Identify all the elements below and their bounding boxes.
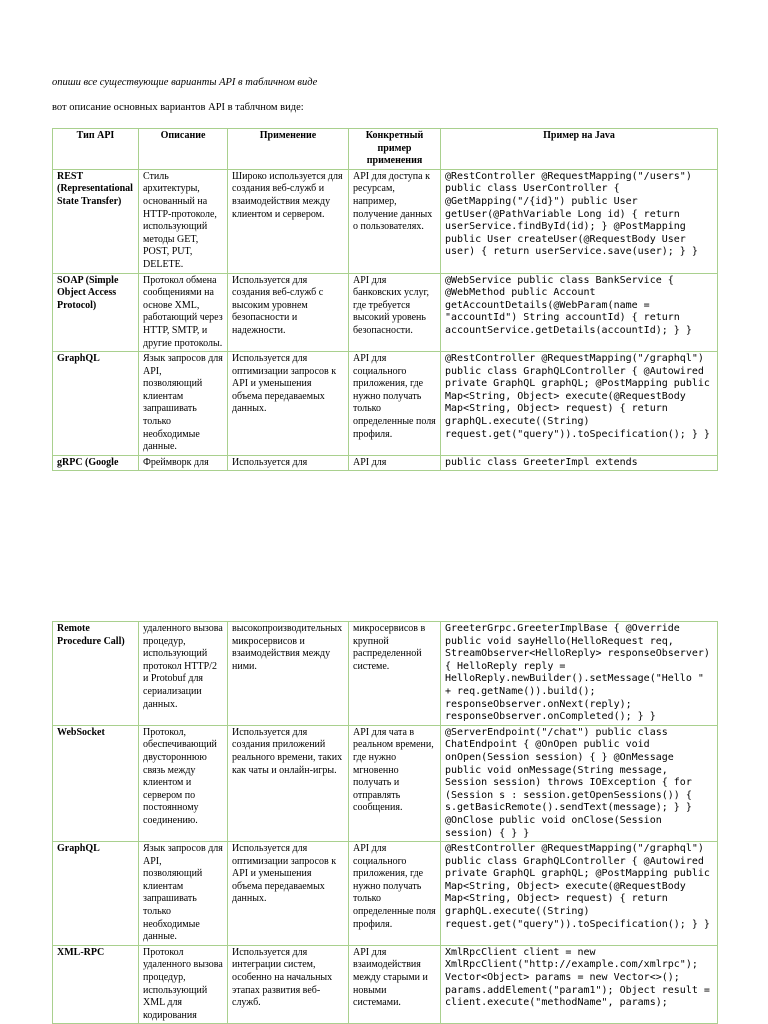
header-java-example: Пример на Java <box>441 129 718 170</box>
java-code: @RestController @RequestMapping("/graphql") public class GraphQLController { @Autowired private GraphQL graphQL; @PostMapping public Map<String, Object> execute(@RequestBody Map<String, Object> request) { return graphQL.execute((String) request.get("query")).toSpecification(); } } <box>441 842 718 946</box>
table-row <box>53 622 718 726</box>
page-2 <box>0 600 768 1024</box>
api-usage: высокопроизводительных микросервисов и взаимодействия между ними. <box>228 622 349 726</box>
api-description: Фреймворк для <box>139 455 228 471</box>
table-row <box>53 945 718 1024</box>
api-description: Протокол, обеспечивающий двустороннюю связь между клиентом и сервером по постоянному соединению. <box>139 725 228 841</box>
api-name: gRPC (Google <box>53 455 139 471</box>
api-usage: Используется для <box>228 455 349 471</box>
java-code: @ServerEndpoint("/chat") public class ChatEndpoint { @OnOpen public void onOpen(Session session) { } @OnMessage public void onMessage(String message, Session session) throws IOException { for (Session s : session.getOpenSessions()) { s.getBasicRemote().sendText(message); } } @OnClose public void onClose(Session session) { } } <box>441 725 718 841</box>
java-code: public class GreeterImpl extends <box>441 455 718 471</box>
api-description: Протокол обмена сообщениями на основе XML, работающий через HTTP, SMTP, и другие протоколы. <box>139 273 228 352</box>
java-code: @WebService public class BankService { @WebMethod public Account getAccountDetails(@WebParam(name = "accountId") String accountId) { return accountService.getDetails(accountId); } } <box>441 273 718 352</box>
table-row <box>53 169 718 273</box>
header-description: Описание <box>139 129 228 170</box>
api-example: микросервисов в крупной распределенной системе. <box>349 622 441 726</box>
table-header-row <box>53 129 718 170</box>
table-row <box>53 273 718 352</box>
api-usage: Широко используется для создания веб-служб и взаимодействия между клиентом и сервером. <box>228 169 349 273</box>
table-row <box>53 725 718 841</box>
api-example: API для социального приложения, где нужно получать только определенные поля профиля. <box>349 352 441 456</box>
api-name: GraphQL <box>53 352 139 456</box>
table-row <box>53 842 718 946</box>
api-description: Язык запросов для API, позволяющий клиентам запрашивать только необходимые данные. <box>139 842 228 946</box>
api-example: API для доступа к ресурсам, например, получение данных о пользователях. <box>349 169 441 273</box>
user-prompt: опиши все существующие варианты API в табличном виде <box>52 77 318 88</box>
header-type: Тип API <box>53 129 139 170</box>
api-example: API для социального приложения, где нужно получать только определенные поля профиля. <box>349 842 441 946</box>
api-name: XML-RPC <box>53 945 139 1024</box>
java-code: @RestController @RequestMapping("/graphql") public class GraphQLController { @Autowired private GraphQL graphQL; @PostMapping public Map<String, Object> execute(@RequestBody Map<String, Object> request) { return graphQL.execute((String) request.get("query")).toSpecification(); } } <box>441 352 718 456</box>
api-usage: Используется для оптимизации запросов к API и уменьшения объема передаваемых данных. <box>228 842 349 946</box>
api-usage: Используется для создания приложений реального времени, таких как чаты и онлайн-игры. <box>228 725 349 841</box>
api-usage: Используется для создания веб-служб с высоким уровнем безопасности и надежности. <box>228 273 349 352</box>
api-usage: Используется для оптимизации запросов к API и уменьшения объема передаваемых данных. <box>228 352 349 456</box>
api-name: SOAP (Simple Object Access Protocol) <box>53 273 139 352</box>
java-code: XmlRpcClient client = new XmlRpcClient("http://example.com/xmlrpc"); Vector<Object> params = new Vector<>(); params.addElement("param1"); Object result = client.execute("methodName", params); <box>441 945 718 1024</box>
header-example: Конкретный пример применения <box>349 129 441 170</box>
table-row <box>53 455 718 471</box>
header-usage: Применение <box>228 129 349 170</box>
api-name: WebSocket <box>53 725 139 841</box>
api-example: API для банковских услуг, где требуется высокий уровень безопасности. <box>349 273 441 352</box>
api-description: Протокол удаленного вызова процедур, использующий XML для кодирования <box>139 945 228 1024</box>
api-example: API для чата в реальном времени, где нужно мгновенно получать и отправлять сообщения. <box>349 725 441 841</box>
api-table-page-1 <box>52 128 718 471</box>
api-usage: Используется для интеграции систем, особенно на начальных этапах развития веб-служб. <box>228 945 349 1024</box>
api-description: Язык запросов для API, позволяющий клиентам запрашивать только необходимые данные. <box>139 352 228 456</box>
api-example: API для взаимодействия между старыми и новыми системами. <box>349 945 441 1024</box>
api-name: GraphQL <box>53 842 139 946</box>
java-code: @RestController @RequestMapping("/users") public class UserController { @GetMapping("/{id}") public User getUser(@PathVariable Long id) { return userService.findById(id); } @PostMapping public User createUser(@RequestBody User user) { return userService.save(user); } } <box>441 169 718 273</box>
api-example: API для <box>349 455 441 471</box>
java-code: GreeterGrpc.GreeterImplBase { @Override public void sayHello(HelloRequest req, StreamObserver<HelloReply> responseObserver) { HelloReply reply = HelloReply.newBuilder().setMessage("Hello " + req.getName()).build(); responseObserver.onNext(reply); responseObserver.onCompleted(); } } <box>441 622 718 726</box>
table-row <box>53 352 718 456</box>
api-description: Стиль архитектуры, основанный на HTTP-протоколе, использующий методы GET, POST, PUT, DELETE. <box>139 169 228 273</box>
api-description: удаленного вызова процедур, использующий протокол HTTP/2 и Protobuf для сериализации данных. <box>139 622 228 726</box>
api-name: REST (Representational State Transfer) <box>53 169 139 273</box>
intro-text: вот описание основных вариантов API в таблчном виде: <box>52 102 304 113</box>
api-name: Remote Procedure Call) <box>53 622 139 726</box>
api-table-page-2 <box>52 621 718 1024</box>
